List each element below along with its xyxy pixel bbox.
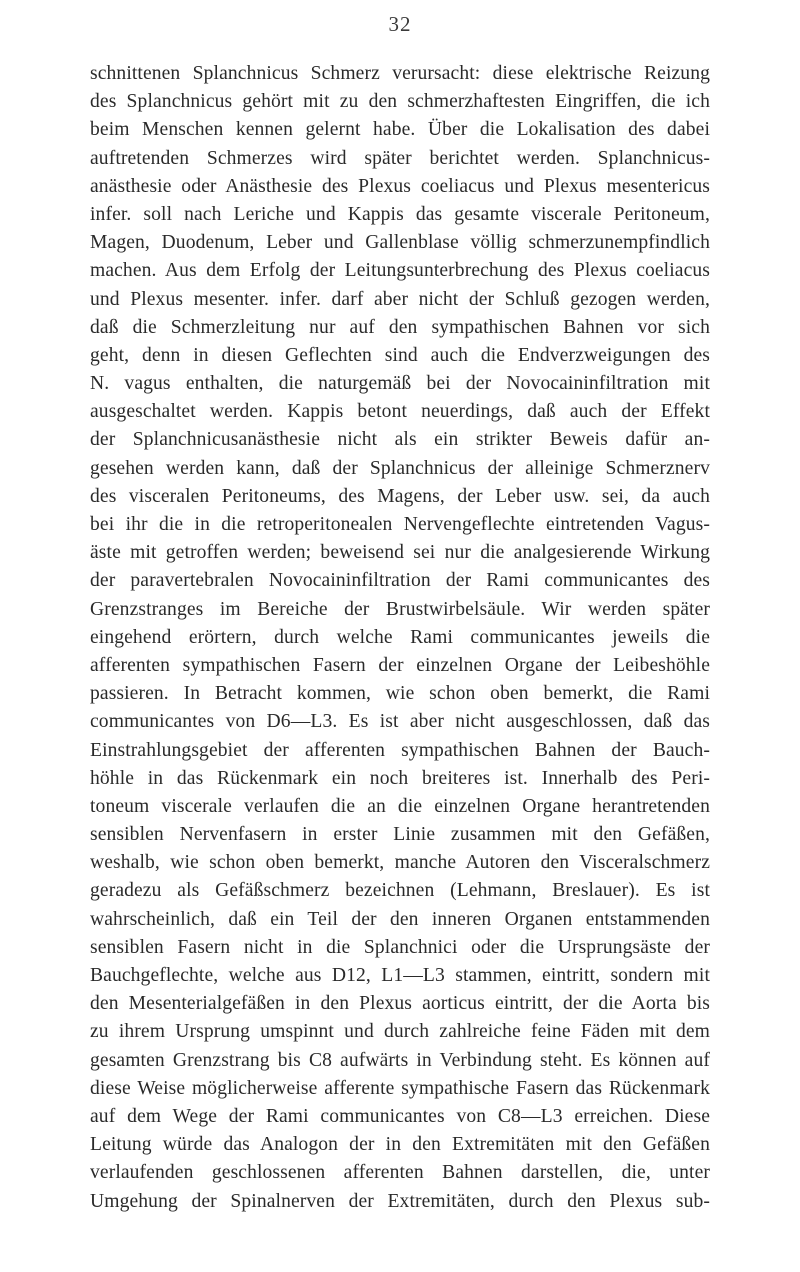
- text-line: Einstrahlungsgebiet der afferenten sympathischen Bahnen der Bauch-: [90, 739, 710, 761]
- text-line: äste mit getroffen werden; beweisend sei nur die analgesierende Wirkung: [90, 542, 710, 564]
- text-line: gesehen werden kann, daß der Splanchnicus der alleinige Schmerznerv: [90, 457, 710, 479]
- text-line: passieren. In Betracht kommen, wie schon oben bemerkt, die Rami: [90, 683, 710, 705]
- text-line: höhle in das Rückenmark ein noch breiteres ist. Innerhalb des Peri-: [90, 767, 710, 789]
- text-line: sensiblen Nervenfasern in erster Linie zusammen mit den Gefäßen,: [90, 824, 710, 846]
- text-line: Magen, Duodenum, Leber und Gallenblase völlig schmerzunempfindlich: [90, 232, 710, 254]
- text-line: verlaufenden geschlossenen afferenten Bahnen darstellen, die, unter: [90, 1162, 710, 1184]
- text-line: und Plexus mesenter. infer. darf aber nicht der Schluß gezogen werden,: [90, 288, 710, 310]
- text-line: der Splanchnicusanästhesie nicht als ein strikter Beweis dafür an-: [90, 429, 710, 451]
- text-line: geradezu als Gefäßschmerz bezeichnen (Lehmann, Breslauer). Es ist: [90, 880, 710, 902]
- text-line: bei ihr die in die retroperitonealen Nervengeflechte eintretenden Vagus-: [90, 514, 710, 535]
- body-text: [90, 60, 710, 1216]
- text-line: diese Weise möglicherweise afferente sympathische Fasern das Rückenmark: [90, 1077, 710, 1099]
- text-line: Umgehung der Spinalnerven der Extremitäten, durch den Plexus sub-: [90, 1190, 710, 1212]
- text-line: Grenzstranges im Bereiche der Brustwirbelsäule. Wir werden später: [90, 598, 710, 620]
- text-line: weshalb, wie schon oben bemerkt, manche Autoren den Visceralschmerz: [90, 852, 710, 874]
- text-line: anästhesie oder Anästhesie des Plexus coeliacus und Plexus mesentericus: [90, 175, 710, 197]
- text-line: auf dem Wege der Rami communicantes von C8—L3 erreichen. Diese: [90, 1105, 710, 1127]
- text-line: zu ihrem Ursprung umspinnt und durch zahlreiche feine Fäden mit dem: [90, 1021, 710, 1043]
- text-line: der paravertebralen Novocaininfiltration der Rami communicantes des: [90, 570, 710, 592]
- text-line: beim Menschen kennen gelernt habe. Über die Lokalisation des dabei: [90, 119, 710, 141]
- text-line: Leitung würde das Analogon der in den Extremitäten mit den Gefäßen: [90, 1134, 710, 1156]
- text-line: wahrscheinlich, daß ein Teil der den inneren Organen entstammenden: [90, 908, 710, 930]
- text-line: des visceralen Peritoneums, des Magens, der Leber usw. sei, da auch: [90, 485, 710, 507]
- text-line: geht, denn in diesen Geflechten sind auch die Endverzweigungen des: [90, 344, 710, 366]
- text-line: communicantes von D6—L3. Es ist aber nicht ausgeschlossen, daß das: [90, 711, 710, 733]
- text-line: Bauchgeflechte, welche aus D12, L1—L3 stammen, eintritt, sondern mit: [90, 965, 710, 986]
- text-line: schnittenen Splanchnicus Schmerz verursacht: diese elektrische Reizung: [90, 63, 710, 84]
- text-line: den Mesenterialgefäßen in den Plexus aorticus eintritt, der die Aorta bis: [90, 993, 710, 1015]
- text-line: auftretenden Schmerzes wird später berichtet werden. Splanchnicus-: [90, 147, 710, 169]
- text-line: toneum viscerale verlaufen die an die einzelnen Organe herantretenden: [90, 795, 710, 817]
- text-line: daß die Schmerzleitung nur auf den sympathischen Bahnen vor sich: [90, 316, 710, 338]
- text-line: eingehend erörtern, durch welche Rami communicantes jeweils die: [90, 626, 710, 648]
- text-line: machen. Aus dem Erfolg der Leitungsunterbrechung des Plexus coeliacus: [90, 260, 710, 282]
- text-line: des Splanchnicus gehört mit zu den schmerzhaftesten Eingriffen, die ich: [90, 91, 710, 113]
- text-line: gesamten Grenzstrang bis C8 aufwärts in Verbindung steht. Es können auf: [90, 1049, 710, 1071]
- text-line: afferenten sympathischen Fasern der einzelnen Organe der Leibeshöhle: [90, 654, 710, 676]
- text-line: N. vagus enthalten, die naturgemäß bei der Novocaininfiltration mit: [90, 373, 710, 395]
- text-line: infer. soll nach Leriche und Kappis das gesamte viscerale Peritoneum,: [90, 203, 710, 225]
- text-line: sensiblen Fasern nicht in die Splanchnici oder die Ursprungsäste der: [90, 936, 710, 958]
- page-number: 32: [388, 12, 412, 36]
- text-line: ausgeschaltet werden. Kappis betont neuerdings, daß auch der Effekt: [90, 401, 710, 423]
